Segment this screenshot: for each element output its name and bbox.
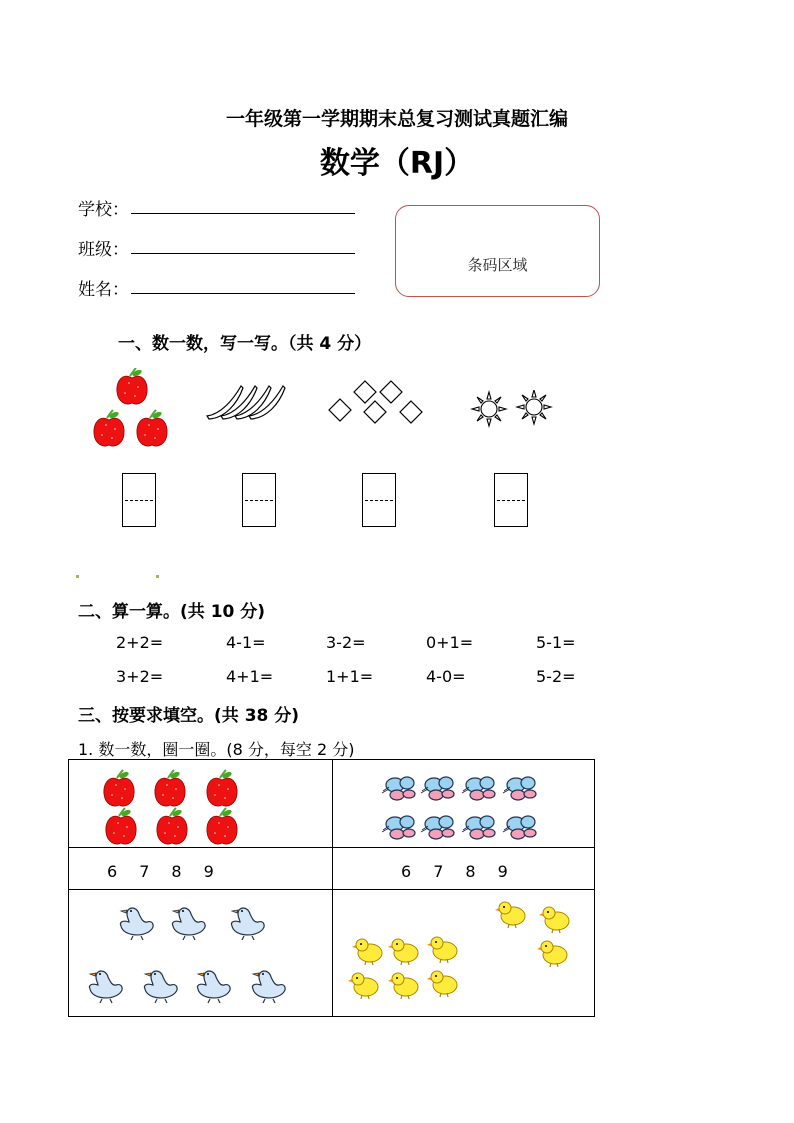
option-number[interactable]: 9 xyxy=(203,862,214,882)
butterflies-cell xyxy=(333,760,595,848)
option-number[interactable]: 7 xyxy=(139,862,150,882)
equation: 3+2= xyxy=(116,667,164,686)
section3-heading: 三、按要求填空。(共 38 分) xyxy=(78,706,300,726)
sun-icon xyxy=(470,390,556,428)
apples-cell xyxy=(69,760,333,848)
equation: 4-0= xyxy=(426,667,466,686)
options-cell-right xyxy=(333,848,595,889)
apple-icon xyxy=(85,368,185,453)
page-title: 数学（RJ） xyxy=(319,146,475,181)
school-field[interactable] xyxy=(131,212,355,214)
name-field[interactable] xyxy=(131,292,355,294)
option-number[interactable]: 7 xyxy=(433,862,444,882)
barcode-label: 条码区域 xyxy=(467,256,528,274)
section2-heading: 二、算一算。(共 10 分) xyxy=(78,602,266,622)
class-label: 班级： xyxy=(78,240,129,260)
section1-heading: 一、数一数，写一写。（共 4 分） xyxy=(118,334,372,354)
equation: 0+1= xyxy=(426,633,474,652)
class-field[interactable] xyxy=(131,252,355,254)
answer-box-2[interactable] xyxy=(242,473,276,527)
barcode-area xyxy=(395,205,600,297)
answer-box-1[interactable] xyxy=(122,473,156,527)
marker-dot xyxy=(156,575,159,578)
equation: 3-2= xyxy=(326,633,366,652)
diamond-icon xyxy=(326,378,426,428)
count-table xyxy=(68,759,595,1017)
chick-icon xyxy=(333,890,596,1017)
answer-box-3[interactable] xyxy=(362,473,396,527)
equation: 2+2= xyxy=(116,633,164,652)
equation: 5-1= xyxy=(536,633,576,652)
option-number[interactable]: 8 xyxy=(171,862,182,882)
option-number[interactable]: 8 xyxy=(465,862,476,882)
chicks-cell xyxy=(333,889,595,1017)
school-label: 学校： xyxy=(78,200,129,220)
question-1: 1. 数一数，圈一圈。(8 分，每空 2 分) xyxy=(78,740,355,759)
banana-icon xyxy=(203,382,293,422)
option-number[interactable]: 6 xyxy=(401,862,412,882)
equation: 1+1= xyxy=(326,667,374,686)
name-label: 姓名： xyxy=(78,280,129,300)
equation: 5-2= xyxy=(536,667,576,686)
ducks-cell xyxy=(69,889,333,1017)
butterfly-icon xyxy=(333,760,596,848)
answer-box-4[interactable] xyxy=(494,473,528,527)
equation: 4+1= xyxy=(226,667,274,686)
page-subtitle: 一年级第一学期期末总复习测试真题汇编 xyxy=(225,108,568,130)
equation: 4-1= xyxy=(226,633,266,652)
duck-icon xyxy=(69,890,332,1017)
option-number[interactable]: 6 xyxy=(107,862,118,882)
options-cell-left xyxy=(69,848,333,889)
apple-icon xyxy=(69,760,332,848)
option-number[interactable]: 9 xyxy=(497,862,508,882)
marker-dot xyxy=(76,575,79,578)
